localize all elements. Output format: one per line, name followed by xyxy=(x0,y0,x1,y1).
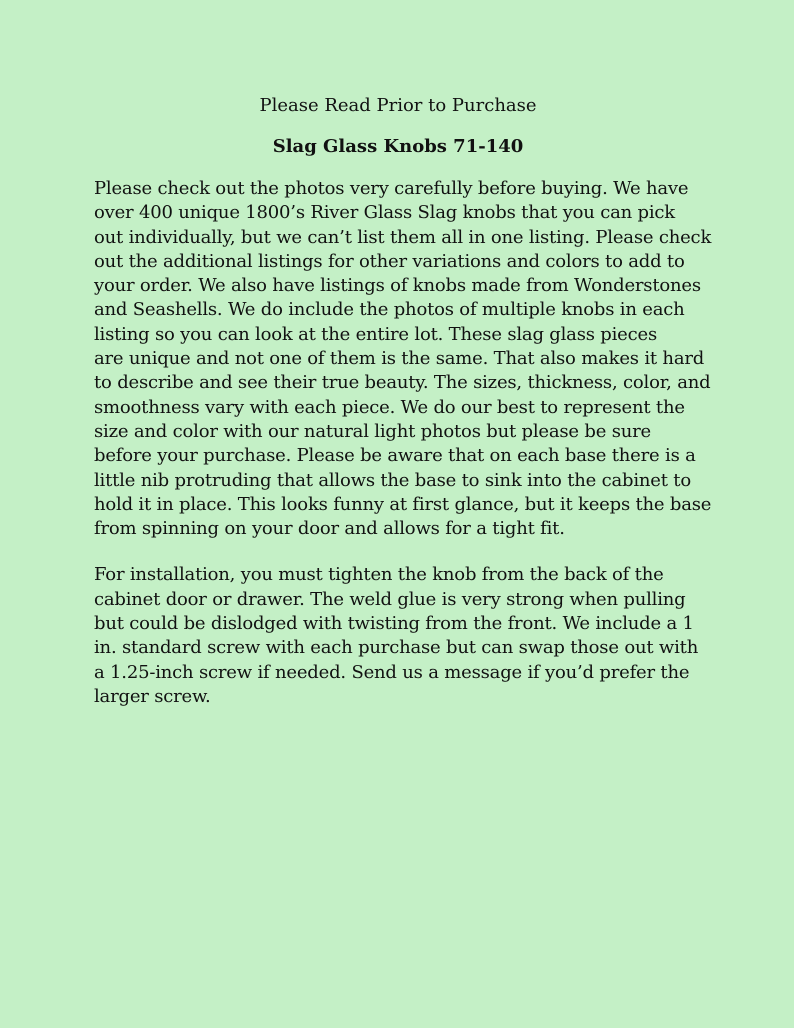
paragraph-line: over 400 unique 1800’s River Glass Slag knobs that you can pick xyxy=(94,202,676,224)
paragraph-line: listing so you can look at the entire lot. These slag glass pieces xyxy=(94,323,657,345)
page-title: Slag Glass Knobs 71-140 xyxy=(272,136,524,157)
paragraph-line: to describe and see their true beauty. The sizes, thickness, color, and xyxy=(94,372,711,394)
description-paragraph xyxy=(94,177,712,541)
paragraph-line: are unique and not one of them is the same. That also makes it hard xyxy=(94,348,705,370)
paragraph-line: hold it in place. This looks funny at first glance, but it keeps the base xyxy=(94,493,712,515)
page-subheading: Please Read Prior to Purchase xyxy=(259,95,537,116)
paragraph-line: from spinning on your door and allows for a tight fit. xyxy=(94,518,565,540)
paragraph-line: but could be dislodged with twisting from the front. We include a 1 xyxy=(94,613,694,635)
paragraph-line: your order. We also have listings of knobs made from Wonderstones xyxy=(94,275,701,297)
paragraph-line: size and color with our natural light photos but please be sure xyxy=(94,420,651,442)
paragraph-line: cabinet door or drawer. The weld glue is very strong when pulling xyxy=(94,588,686,610)
paragraph-line: larger screw. xyxy=(94,685,211,707)
paragraph-line: little nib protruding that allows the base to sink into the cabinet to xyxy=(94,469,691,491)
paragraph-line: out the additional listings for other variations and colors to add to xyxy=(94,250,685,272)
paragraph-line: Please check out the photos very carefully before buying. We have xyxy=(94,178,689,199)
paragraph-line: smoothness vary with each piece. We do our best to represent the xyxy=(94,396,685,418)
paragraph-line: in. standard screw with each purchase but can swap those out with xyxy=(94,637,699,659)
paragraph-line: a 1.25-inch screw if needed. Send us a message if you’d prefer the xyxy=(94,661,690,683)
paragraph-line: For installation, you must tighten the knob from the back of the xyxy=(94,564,664,586)
installation-paragraph xyxy=(94,563,702,709)
paragraph-line: out individually, but we can’t list them all in one listing. Please check xyxy=(94,226,712,248)
paragraph-line: and Seashells. We do include the photos of multiple knobs in each xyxy=(94,299,685,321)
paragraph-line: before your purchase. Please be aware that on each base there is a xyxy=(94,445,696,467)
